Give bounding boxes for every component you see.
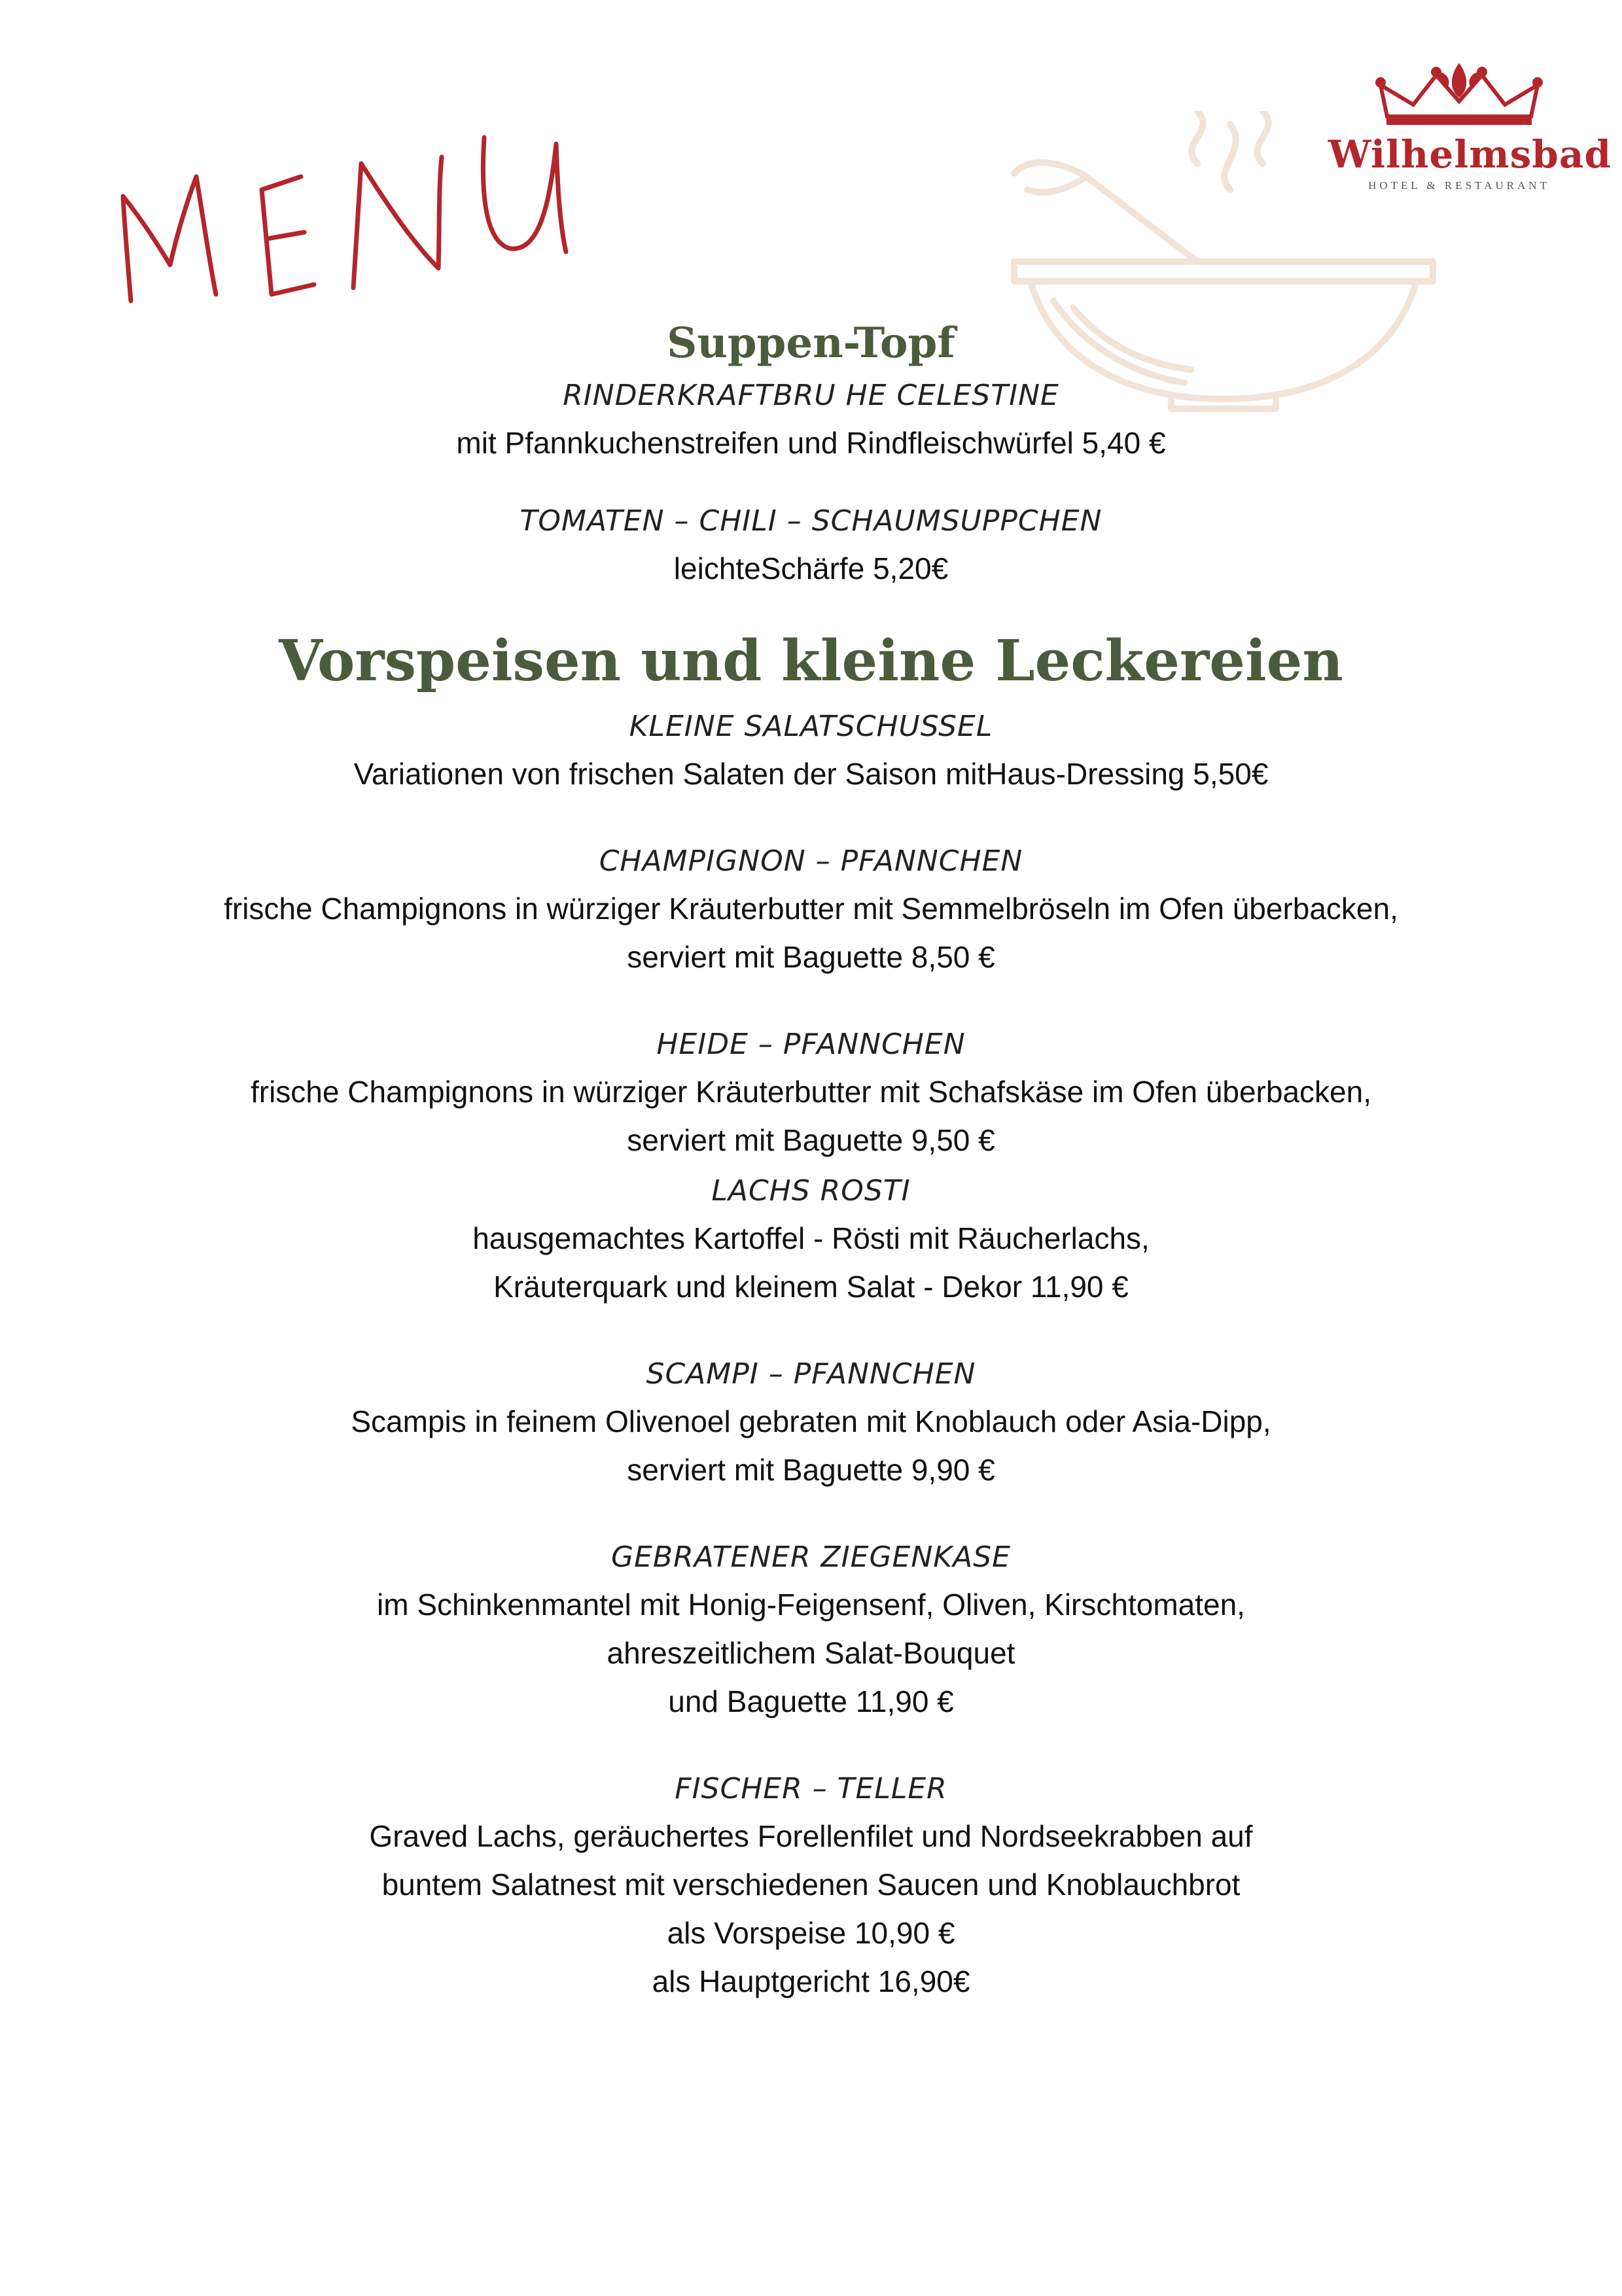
item-desc: Kräuterquark und kleinem Salat - Dekor 11,90 € [493, 1270, 1129, 1304]
item-desc: und Baguette 11,90 € [668, 1684, 954, 1718]
item-desc: Scampis in feinem Olivenoel gebraten mit Knoblauch oder Asia-Dipp, [351, 1404, 1271, 1438]
brand-logo [1328, 59, 1612, 216]
crown-icon [1374, 59, 1544, 131]
item-name: KLEINE SALATSCHUSSEL [629, 710, 993, 743]
menu-item [0, 704, 1622, 798]
menu-content [0, 314, 1622, 2006]
menu-item [0, 1022, 1622, 1164]
item-desc: mit Pfannkuchenstreifen und Rindfleischwürfel 5,40 € [456, 426, 1166, 460]
item-name: HEIDE – PFANNCHEN [656, 1028, 966, 1061]
menu-item [0, 1535, 1622, 1726]
menu-item [0, 839, 1622, 981]
item-name: SCAMPI – PFANNCHEN [646, 1357, 976, 1391]
item-desc: leichteSchärfe 5,20€ [673, 551, 949, 585]
item-desc: Graved Lachs, geräuchertes Forellenfilet und Nordseekrabben auf [369, 1819, 1253, 1853]
menu-item [0, 498, 1622, 593]
menu-item [0, 1168, 1622, 1311]
item-desc: Variationen von frischen Salaten der Saison mitHaus-Dressing 5,50€ [353, 757, 1269, 791]
item-name: TOMATEN – CHILI – SCHAUMSUPPCHEN [520, 504, 1102, 538]
item-name: FISCHER – TELLER [675, 1772, 947, 1805]
item-name: GEBRATENER ZIEGENKASE [611, 1540, 1011, 1574]
item-desc: serviert mit Baguette 8,50 € [627, 940, 995, 974]
brand-subtitle: HOTEL & RESTAURANT [1368, 179, 1550, 192]
menu-title [105, 98, 576, 334]
item-desc: frische Champignons in würziger Kräuterbutter mit Semmelbröseln im Ofen überbacken, [224, 892, 1398, 926]
item-desc: buntem Salatnest mit verschiedenen Saucen und Knoblauchbrot [381, 1868, 1241, 1902]
brand-name: Wilhelmsbad [1328, 132, 1612, 177]
item-desc: hausgemachtes Kartoffel - Rösti mit Räucherlachs, [472, 1221, 1150, 1255]
item-desc: serviert mit Baguette 9,90 € [627, 1453, 995, 1487]
item-name: RINDERKRAFTBRU HE CELESTINE [563, 379, 1059, 412]
item-desc: als Hauptgericht 16,90€ [652, 1964, 970, 1998]
item-name: LACHS ROSTI [711, 1174, 911, 1208]
menu-item [0, 1766, 1622, 2006]
item-desc: ahreszeitlichem Salat-Bouquet [607, 1636, 1015, 1670]
section-title-vorspeisen: Vorspeisen und kleine Leckereien [279, 628, 1343, 694]
item-desc: im Schinkenmantel mit Honig-Feigensenf, Oliven, Kirschtomaten, [377, 1588, 1245, 1622]
item-desc: frische Champignons in würziger Kräuterbutter mit Schafskäse im Ofen überbacken, [250, 1075, 1371, 1109]
menu-item [0, 373, 1622, 467]
item-desc: serviert mit Baguette 9,50 € [627, 1123, 995, 1157]
item-desc: als Vorspeise 10,90 € [667, 1916, 955, 1950]
menu-item [0, 1351, 1622, 1494]
section-title-suppen: Suppen-Topf [667, 319, 955, 368]
menu-title-art [105, 98, 576, 334]
item-name: CHAMPIGNON – PFANNCHEN [599, 844, 1023, 878]
